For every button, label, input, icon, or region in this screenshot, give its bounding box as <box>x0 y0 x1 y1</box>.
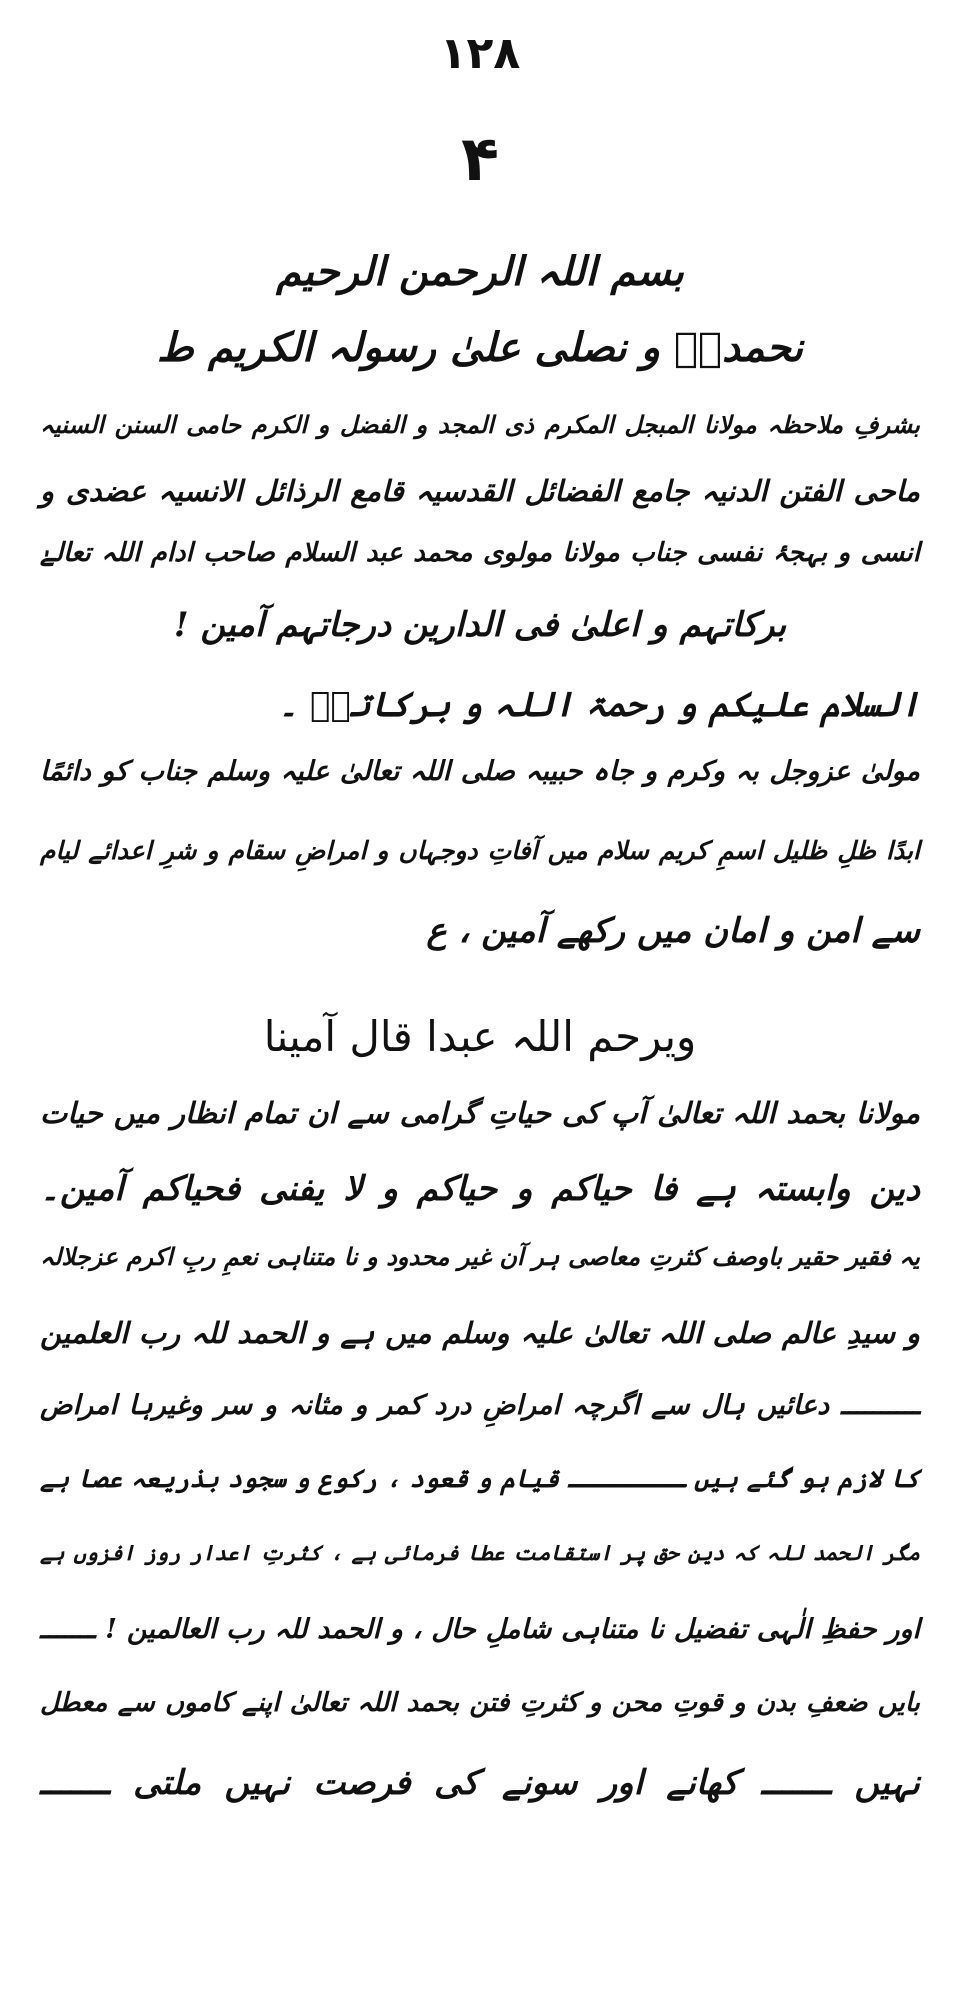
page-number: ۱۲۸ <box>439 28 521 79</box>
letter-line-9: مولانا بحمد اللہ تعالیٰ آپ کی حیاتِ گرامی سے ان تمام انظار میں حیات <box>40 1096 920 1130</box>
letter-line-1: بشرفِ ملاحظہ مولانا المبجل المکرم ذی المجد و الفضل و الکرم حامی السنن السنیہ <box>40 410 920 439</box>
letter-line-2: ماحی الفتن الدنیہ جامع الفضائل القدسیہ قامع الرذائل الانسیہ عضدی و <box>40 474 920 508</box>
bismillah-heading: بسم اللہ الرحمن الرحیم <box>276 248 684 295</box>
letter-line-8: سے امن و امان میں رکھے آمین ، ع <box>426 911 920 951</box>
letter-line-7: ابدًا ظلِ ظلیل اسمِ کریم سلام میں آفاتِ دوجہاں و امراضِ سقام و شرِ اعدائے لیام <box>40 836 920 865</box>
letter-line-4: برکاتہم و اعلیٰ فی الدارین درجاتہم آمین ! <box>173 605 787 645</box>
quoted-verse: ویرحم اللہ عبدا قال آمینا <box>263 1012 697 1061</box>
letter-line-3: انسی و بہجۂ نفسی جناب مولانا مولوی محمد عبد السلام صاحب ادام اللہ تعالےٰ <box>40 538 920 568</box>
letter-line-15: مگر الحمد للہ کہ دینِ حق پر استقامت عطا فرمائی ہے ، کثرتِ اعدار روز افزوں ہے <box>40 1540 920 1565</box>
letter-line-13: ــــــــــ دعائیں ہال سے اگرچہ امراضِ درد کمر و مثانہ و سر وغیرہا امراض <box>40 1390 920 1421</box>
letter-number: ۴ <box>461 122 499 195</box>
letter-line-17: بایں ضعفِ بدن و قوتِ محن و کثرتِ فتن بحمد اللہ تعالیٰ اپنے کاموں سے معطل <box>40 1688 920 1718</box>
letter-line-16: اور حفظِ الٰہی تفضیل نا متناہی شاملِ حال ، و الحمد للہ رب العالمین ! ـــــــ <box>40 1614 920 1645</box>
letter-line-12: و سیدِ عالم صلی اللہ تعالیٰ علیہ وسلم میں ہے و الحمد للہ رب العلمین <box>40 1316 920 1350</box>
letter-line-18: نہیں ـــــــ کھانے اور سونے کی فرصت نہیں ملتی ـــــــ <box>40 1763 920 1803</box>
letter-line-11: یہ فقیر حقیر باوصف کثرتِ معاصی ہر آن غیر محدود و نا متناہی نعمِ ربِ اکرم عزجلالہ <box>40 1242 920 1271</box>
salutation-line: السلام علیکم و رحمۃ اللہ و برکاتہٗ ۔ <box>278 685 920 725</box>
letter-line-6: مولیٰ عزوجل بہ وکرم و جاہ حبیبہ صلی اللہ تعالیٰ علیہ وسلم جناب کو دائمًا <box>40 756 920 787</box>
letter-line-10: دین وابستہ ہے فا حیاکم و حیاکم و لا یفنی فحیاکم آمین۔ <box>40 1169 920 1209</box>
letter-line-14: کا لازم ہو گئے ہیں ــــــــ قیام و قعود ، رکوع و سجود بذریعہ عصا ہے <box>40 1464 920 1493</box>
nahmaduhu-heading: نحمدہٗ و نصلی علیٰ رسولہ الکریم ط <box>156 324 804 371</box>
